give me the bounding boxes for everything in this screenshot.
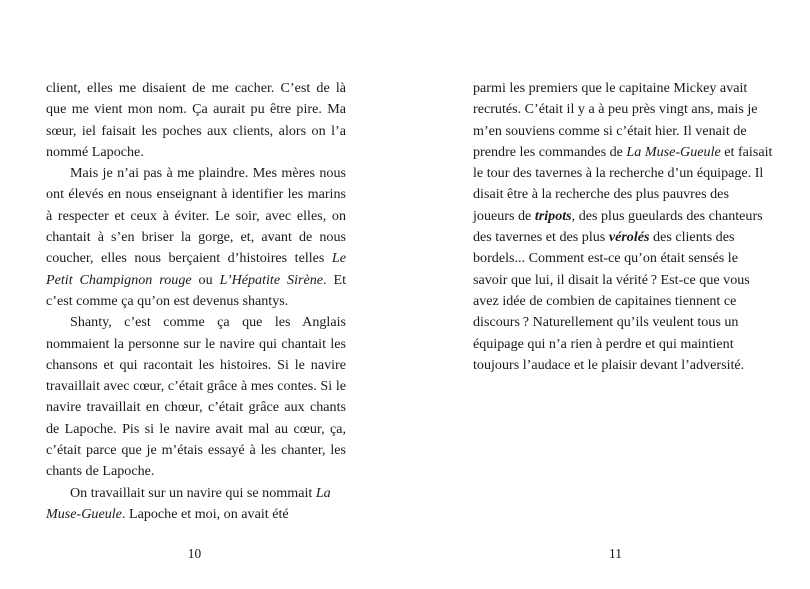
italic-title: L’Hépatite Sirène <box>219 271 324 288</box>
bold-italic-emphasis: tripots <box>534 207 572 224</box>
paragraph: client, elles me disaient de me cacher. C’est de là que me vient mon nom. Ça aurait pu être pire. Ma sœur, iel faisait les poches aux clients, alors on l’a nommé Lapoche. <box>46 80 346 160</box>
italic-title: La Muse-Gueule <box>626 143 721 160</box>
italic-title: La Muse-Gueule <box>46 484 331 522</box>
italic-title: Le Petit Champignon rouge <box>46 250 346 288</box>
bold-italic-emphasis: vérolés <box>608 229 650 246</box>
paragraph: On travaillait sur un navire qui se nommait La Muse-Gueule. Lapoche et moi, on avait été <box>46 484 331 522</box>
page-right <box>405 0 810 589</box>
paragraph: Shanty, c’est comme ça que les Anglais nommaient la personne sur le navire qui chantait les chansons et qui racontait les histoires. Si le navire travaillait avec cœur, c’était grâce à mes contes. Si le navire travaillait en chœur, c’était grâce aux chants de Lapoche. Pis si le navire avait mal au cœur, ça, c’était parce que je m’étais essayé à les chanter, les chants de Lapoche. <box>46 314 346 480</box>
page-left-folio: 10 <box>187 545 202 561</box>
paragraph: Mais je n’ai pas à me plaindre. Mes mères nous ont élevés en nous enseignant à identifier les marins à respecter et ceux à éviter. Le soir, avec elles, on chantait à s’en briser la gorge, et, avant de nous coucher, elles nous berçaient d’histoires telles Le Petit Champignon rouge ou L’Hépatite Sirène. Et c’est comme ça qu’on est devenus shantys. <box>46 165 346 309</box>
page-left-text-body <box>46 78 346 525</box>
paragraph: parmi les premiers que le capitaine Mickey avait recrutés. C’était il y a à peu près vingt ans, mais je m’en souviens comme si c’était hier. Il venait de prendre les commandes de La Muse-Gueule et faisait le tour des tavernes à la recherche d’un équipage. Il disait être à la recherche des plus pauvres des joueurs de tripots, des plus gueulards des chanteurs des tavernes et des plus vérolés des clients des bordels... Comment est-ce qu’on était sensés le savoir que lui, il disait la vérité ? Est-ce que vous avez idée de combien de capitaines tiennent ce discours ? Naturellement qu’ils veulent tous un équipage qui n’a rien à perdre et qui maintient toujours l’audace et le plaisir devant l’adversité. <box>473 80 773 373</box>
page-right-text-body <box>473 78 773 376</box>
page-right-folio: 11 <box>609 545 622 561</box>
